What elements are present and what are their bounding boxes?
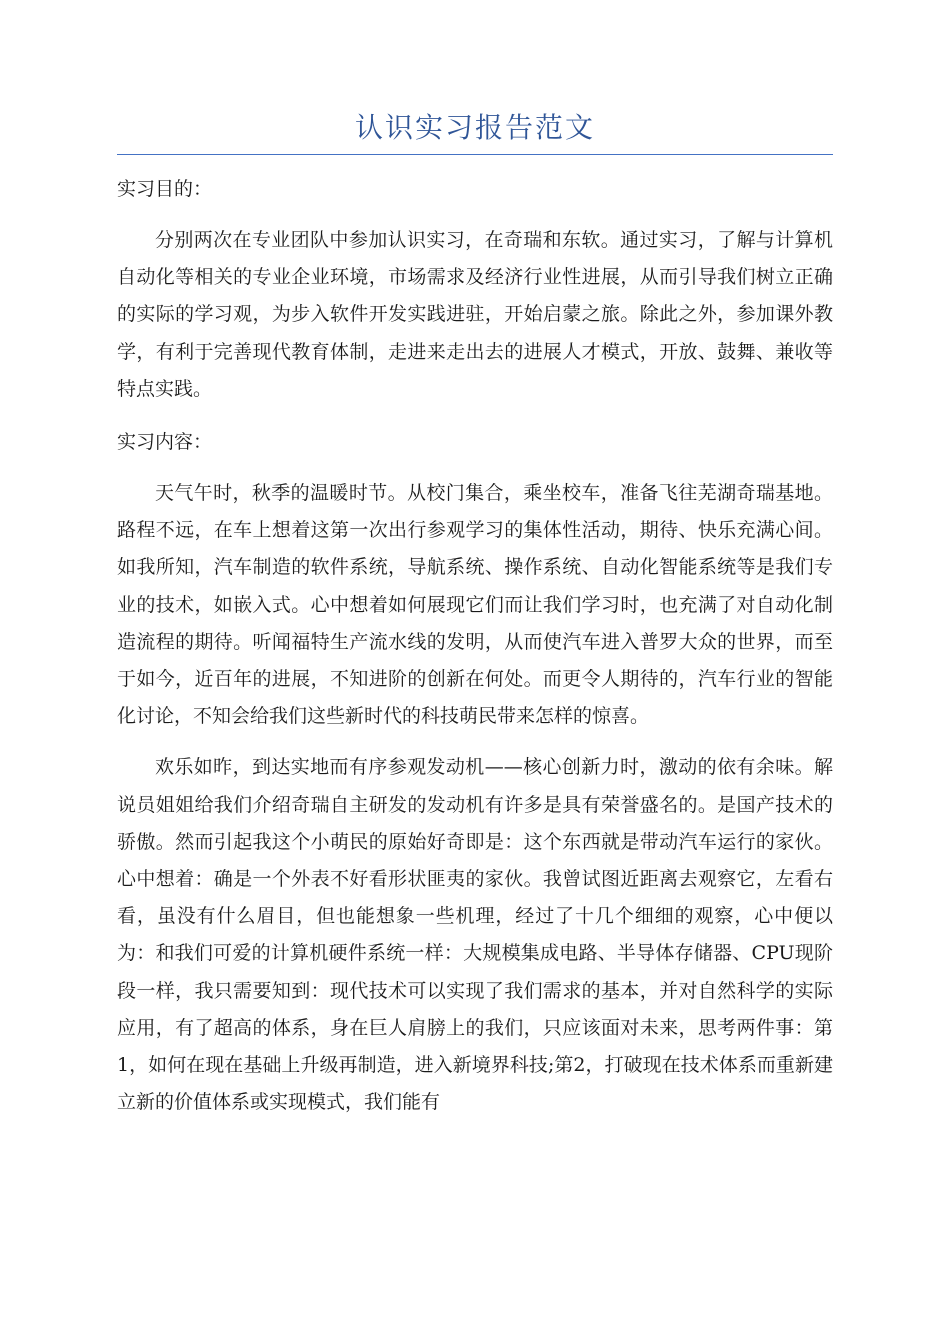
section-heading-purpose: 实习目的：: [117, 178, 213, 200]
paragraph-purpose: 分别两次在专业团队中参加认识实习，在奇瑞和东软。通过实习，了解与计算机自动化等相关的专业企业环境，市场需求及经济行业性进展，从而引导我们树立正确的实际的学习观，为步入软件开发实践进驻，开始启蒙之旅。除此之外，参加课外教学，有利于完善现代教育体制，走进来走出去的进展人才模式，开放、鼓舞、兼收等特点实践。: [117, 229, 833, 400]
section-heading-content: 实习内容：: [117, 431, 213, 454]
paragraph-content-2: 欢乐如昨，到达实地而有序参观发动机——核心创新力时，激动的依有余味。解说员姐姐给我们介绍奇瑞自主研发的发动机有许多是具有荣誉盛名的。是国产技术的骄傲。然而引起我这个小萌民的原始好奇即是：这个东西就是带动汽车运行的家伙。心中想着：确是一个外表不好看形状匪夷的家伙。我曾试图近距离去观察它，左看右看，虽没有什么眉目，但也能想象一些机理，经过了十几个细细的观察，心中便以为：和我们可爱的计算机硬件系统一样：大规模集成电路、半导体存储器、CPU现阶段一样，我只需要知到：现代技术可以实现了我们需求的基本，并对自然科学的实际应用，有了超高的体系，身在巨人肩膀上的我们，只应该面对未来，思考两件事：第1，如何在现在基础上升级再制造，进入新境界科技;第2，打破现在技术体系而重新建立新的价值体系或实现模式，我们能有: [117, 756, 833, 1114]
document-title: 认识实习报告范文: [117, 108, 833, 155]
paragraph-content-1: 天气午时，秋季的温暖时节。从校门集合，乘坐校车，准备飞往芜湖奇瑞基地。路程不远，在车上想着这第一次出行参观学习的集体性活动，期待、快乐充满心间。如我所知，汽车制造的软件系统，导航系统、操作系统、自动化智能系统等是我们专业的技术，如嵌入式。心中想着如何展现它们而让我们学习时，也充满了对自动化制造流程的期待。听闻福特生产流水线的发明，从而使汽车进入普罗大众的世界，而至于如今，近百年的进展，不知进阶的创新在何处。而更令人期待的，汽车行业的智能化讨论，不知会给我们这些新时代的科技萌民带来怎样的惊喜。: [117, 482, 833, 728]
